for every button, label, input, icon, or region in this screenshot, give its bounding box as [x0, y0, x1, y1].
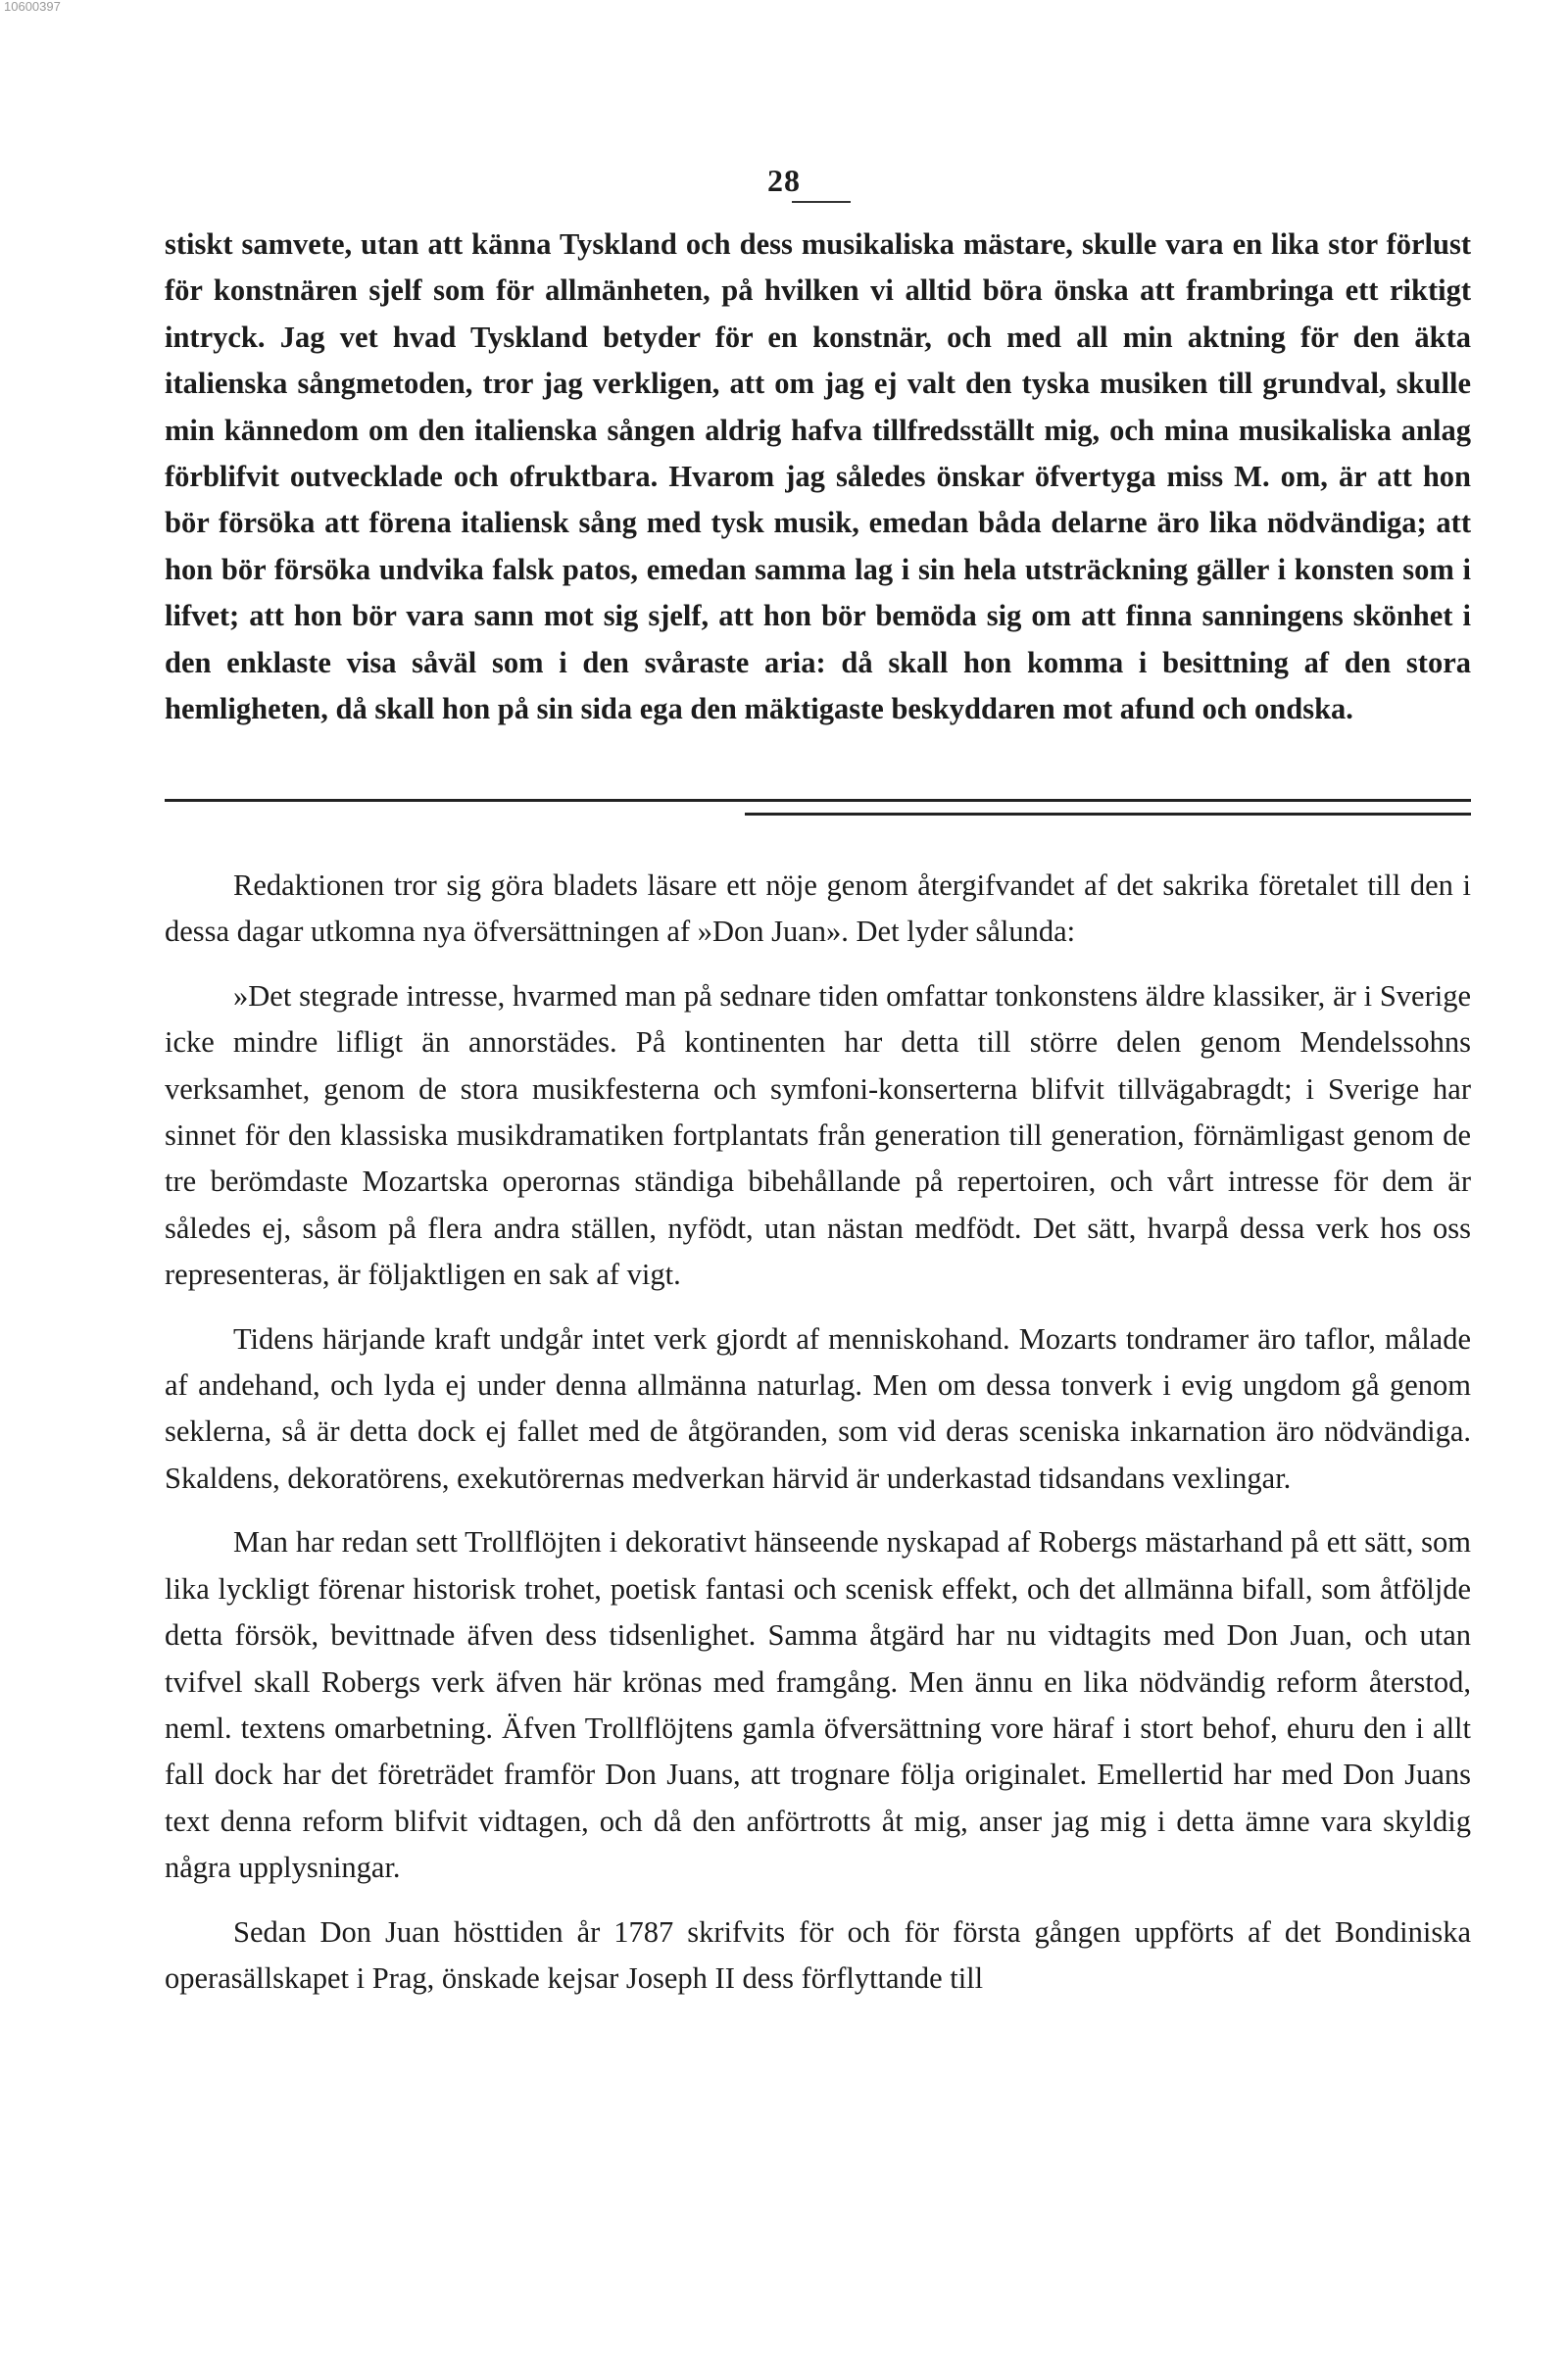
previous-article-end	[165, 222, 1471, 732]
preface-paragraph-2: Tidens härjande kraft undgår intet verk gjordt af menniskohand. Mozarts tondramer äro taflor, målade af andehand, och lyda ej under denna allmänna naturlag. Men om dessa tonverk i evig ungdom gå genom seklerna, så är detta dock ej fallet med de åtgöranden, som vid deras sceniska inkarnation äro nödvändiga. Skaldens, dekoratörens, exekutörernas medverkan härvid är underkastad tidsandans vexlingar.	[165, 1321, 1471, 1495]
section-divider-short-rule	[745, 813, 1471, 816]
editorial-intro-paragraph: Redaktionen tror sig göra bladets läsare ett nöje genom återgifvandet af det sakrika företalet till den i dessa dagar utkomna nya öfversättningen af »Don Juan». Det lyder sålunda:	[165, 868, 1471, 949]
section-divider-rule	[165, 799, 1471, 802]
don-juan-preface-article	[165, 863, 1471, 2002]
scan-id-label: 10600397	[4, 0, 61, 14]
previous-article-paragraph: stiskt samvete, utan att känna Tyskland och dess musikaliska mästare, skulle vara en lika stor förlust för konstnären sjelf som för allmänheten, på hvilken vi alltid böra önska att frambringa ett riktigt intryck. Jag vet hvad Tyskland betyder för en konstnär, och med all min aktning för den äkta italienska sångmetoden, tror jag verkligen, att om jag ej valt den tyska musiken till grundval, skulle min kännedom om den italienska sången aldrig hafva tillfredsställt mig, och mina musikaliska anlag förblifvit outvecklade och ofruktbara. Hvarom jag således önskar öfvertyga miss M. om, är att hon bör försöka att förena italiensk sång med tysk musik, emedan båda delarne äro lika nödvändiga; att hon bör försöka undvika falsk patos, emedan samma lag i sin hela utsträckning gäller i konsten som i lifvet; att hon bör vara sann mot sig sjelf, att hon bör bemöda sig om att finna sanningens skönhet i den enklaste visa såväl som i den svåraste aria: då skall hon komma i besittning af den stora hemligheten, då skall hon på sin sida ega den mäktigaste beskyddaren mot afund och ondska.	[165, 227, 1471, 726]
page-number-underline	[792, 201, 851, 203]
preface-paragraph-3: Man har redan sett Trollflöjten i dekorativt hänseende nyskapad af Robergs mästarhand på ett sätt, som lika lyckligt förenar historisk trohet, poetisk fantasi och scenisk effekt, och det allmänna bifall, som åtföljde detta försök, bevittnade äfven dess tidsenlighet. Samma åtgärd har nu vidtagits med Don Juan, och utan tvifvel skall Robergs verk äfven här krönas med framgång. Men ännu en lika nödvändig reform återstod, neml. textens omarbetning. Äfven Trollflöjtens gamla öfversättning vore häraf i stort behof, ehuru den i allt fall dock har det företrädet framför Don Juans, att trognare följa originalet. Emellertid har med Don Juans text denna reform blifvit vidtagen, och då den anförtrotts åt mig, anser jag mig i detta ämne vara skyldig några upplysningar.	[165, 1525, 1471, 1885]
preface-paragraph-1: »Det stegrade intresse, hvarmed man på sednare tiden omfattar tonkonstens äldre klassiker, är i Sverige icke mindre lifligt än annorstädes. På kontinenten har detta till större delen genom Mendelssohns verksamhet, genom de stora musikfesterna och symfoni-konserterna blifvit tillvägabragdt; i Sverige har sinnet för den klassiska musikdramatiken fortplantats från generation till generation, förnämligast genom de tre berömdaste Mozartska operornas ständiga bibehållande på repertoiren, och vårt intresse för dem är således ej, såsom på flera andra ställen, nyfödt, utan nästan medfödt. Det sätt, hvarpå dessa verk hos oss representeras, är följaktligen en sak af vigt.	[165, 978, 1471, 1292]
page-number: 28	[767, 163, 801, 198]
preface-paragraph-4: Sedan Don Juan hösttiden år 1787 skrifvits för och för första gången uppförts af det Bondiniska operasällskapet i Prag, önskade kejsar Joseph II dess förflyttande till	[165, 1914, 1471, 1995]
